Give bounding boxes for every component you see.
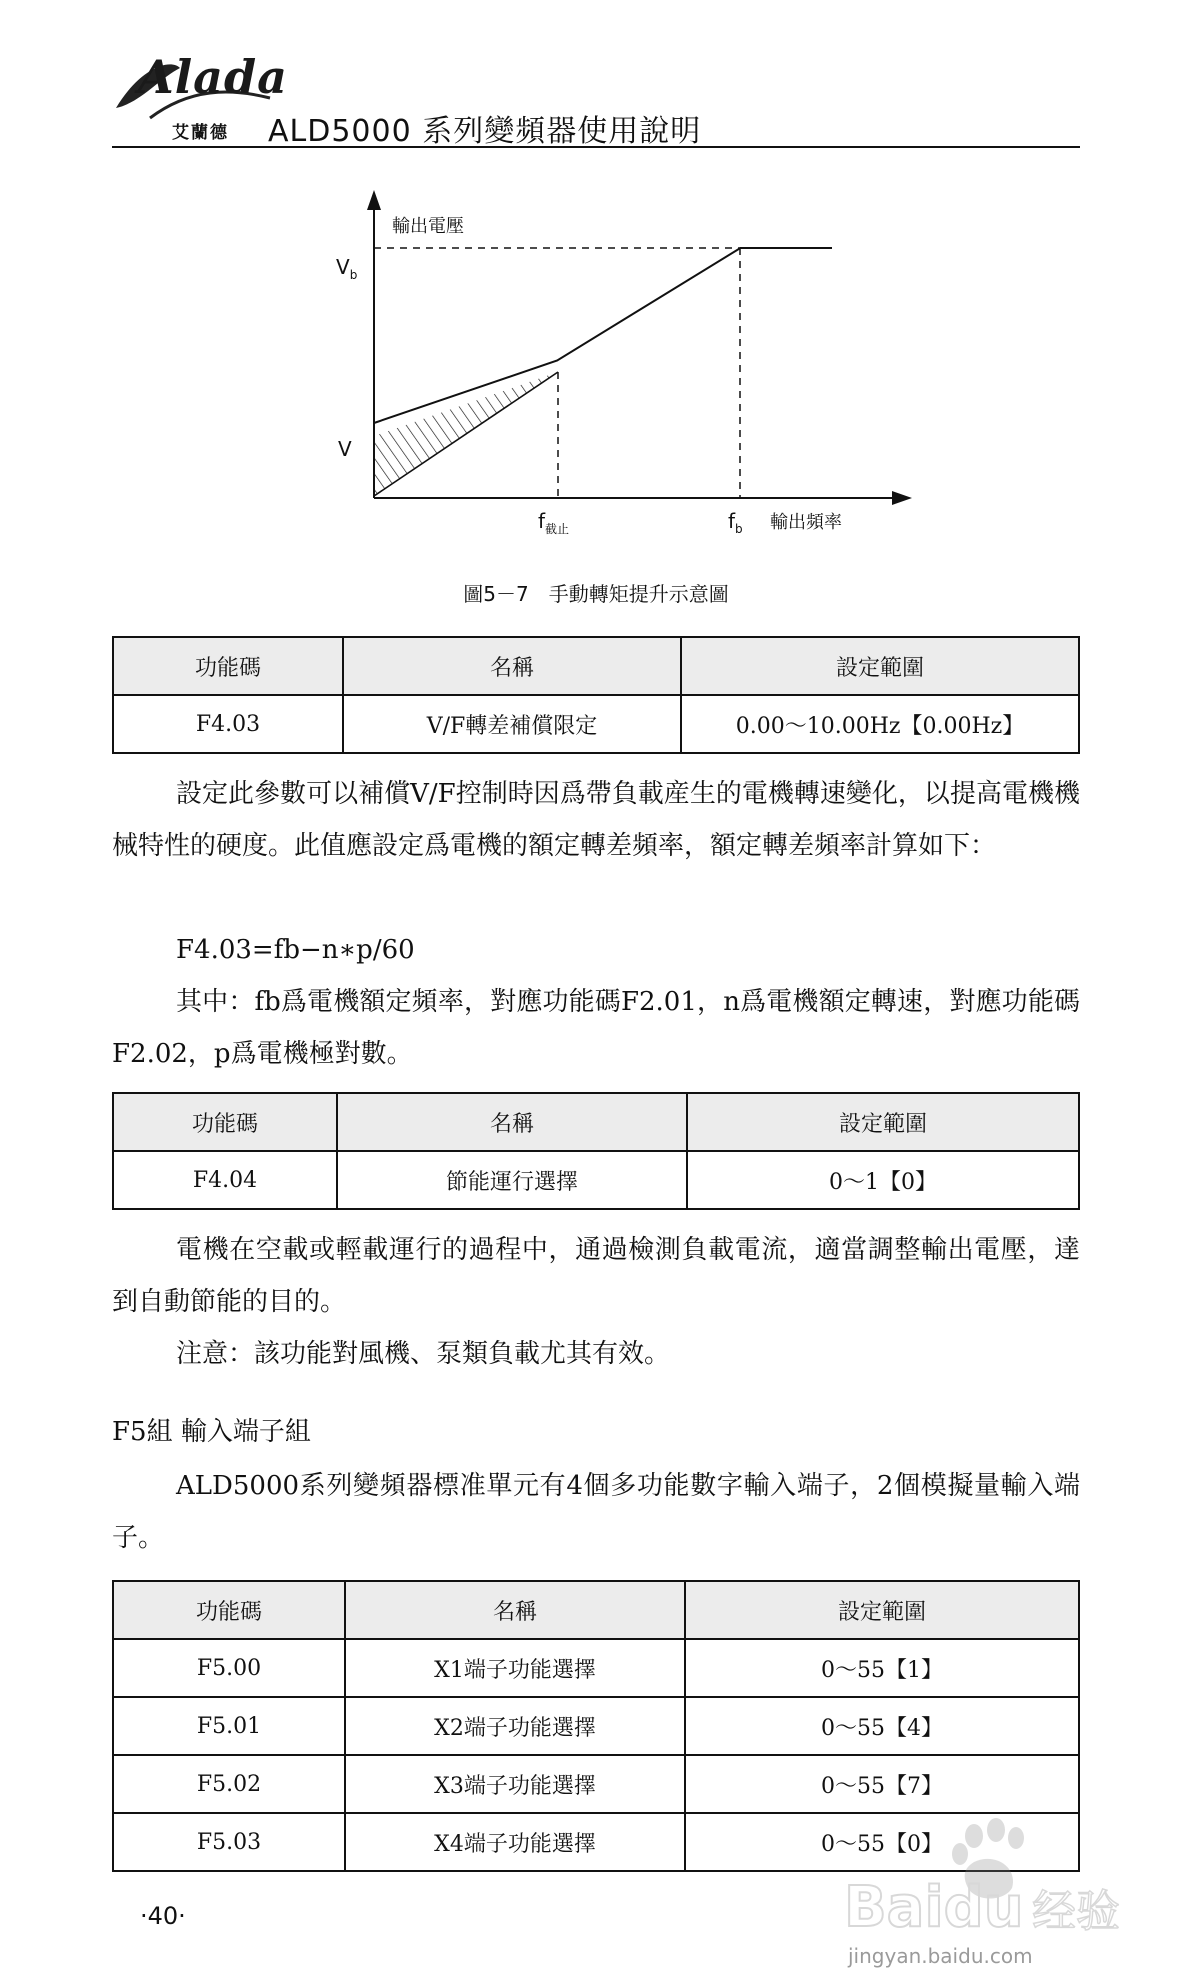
table-row — [113, 1697, 1079, 1755]
header-name: 名稱 — [345, 1581, 685, 1639]
table-header-row — [113, 1581, 1079, 1639]
watermark-cn: 经验 — [1032, 1886, 1120, 1937]
formula-f403: F4.03=fb−n∗p/60 — [176, 935, 415, 965]
header-name: 名稱 — [337, 1093, 687, 1151]
y-tick-vb: $V_b$ — [336, 255, 358, 282]
vf-boost-chart — [300, 180, 940, 560]
watermark-brand: Baidu — [844, 1875, 1024, 1940]
section-heading-f5: F5組 輸入端子組 — [112, 1417, 311, 1447]
vf-curve-line — [374, 248, 832, 423]
cell-range: 0～55【4】 — [685, 1697, 1079, 1755]
cell-code: F5.03 — [113, 1813, 345, 1871]
y-tick-v: V — [338, 437, 352, 461]
header-range: 設定範圍 — [681, 637, 1079, 695]
table-header-row — [113, 1093, 1079, 1151]
watermark-url: jingyan.baidu.com — [848, 1944, 1033, 1968]
x-axis-label: 輸出頻率 — [770, 512, 842, 533]
param-table-f404 — [112, 1092, 1080, 1210]
header-code: 功能碼 — [113, 1581, 345, 1639]
cell-code: F5.02 — [113, 1755, 345, 1813]
logo-text: Alada — [138, 50, 288, 104]
cell-name: 節能運行選擇 — [337, 1151, 687, 1209]
cell-range: 0～1【0】 — [687, 1151, 1079, 1209]
document-title: ALD5000 系列變頻器使用說明 — [268, 114, 702, 149]
figure-caption: 圖5－7 手動轉矩提升示意圖 — [463, 582, 729, 606]
page-number: ·40· — [140, 1902, 186, 1930]
table-row — [113, 1151, 1079, 1209]
table-header-row — [113, 637, 1079, 695]
paragraph-note: 注意：該功能對風機、泵類負載尤其有效。 — [176, 1339, 671, 1369]
cell-range: 0～55【0】 — [685, 1813, 1079, 1871]
cell-code: F5.00 — [113, 1639, 345, 1697]
paragraph-energy-saving: 電機在空載或輕載運行的過程中，通過檢測負載電流，適當調整輸出電壓，達到自動節能的目的。 — [112, 1235, 1080, 1317]
paragraph-input-terminals: ALD5000系列變頻器標准單元有4個多功能數字輸入端子，2個模擬量輸入端子。 — [112, 1471, 1080, 1553]
cell-code: F4.04 — [113, 1151, 337, 1209]
header-name: 名稱 — [343, 637, 681, 695]
param-table-f403 — [112, 636, 1080, 754]
cell-code: F5.01 — [113, 1697, 345, 1755]
table-row — [113, 695, 1079, 753]
header-code: 功能碼 — [113, 1093, 337, 1151]
cell-name: X2端子功能選擇 — [345, 1697, 685, 1755]
logo-chinese-name: 艾蘭德 — [172, 123, 229, 143]
cell-range: 0～55【7】 — [685, 1755, 1079, 1813]
table-row — [113, 1755, 1079, 1813]
x-axis-arrow — [892, 491, 912, 505]
table-row — [113, 1639, 1079, 1697]
y-axis-label: 輸出電壓 — [392, 216, 464, 237]
header-divider — [112, 146, 1080, 148]
x-tick-fcut: $f_{截止}$ — [538, 509, 570, 536]
cell-name: X3端子功能選擇 — [345, 1755, 685, 1813]
cell-range: 0～55【1】 — [685, 1639, 1079, 1697]
paragraph-f403-description: 設定此參數可以補償V/F控制時因爲帶負載産生的電機轉速變化，以提高電機機械特性的硬度。此值應設定爲電機的額定轉差頻率，額定轉差頻率計算如下： — [112, 779, 1080, 861]
cell-name: X1端子功能選擇 — [345, 1639, 685, 1697]
header-range: 設定範圍 — [687, 1093, 1079, 1151]
header-code: 功能碼 — [113, 637, 343, 695]
paragraph-formula-explanation: 其中：fb爲電機額定頻率，對應功能碼F2.01，n爲電機額定轉速，對應功能碼F2.02，p爲電機極對數。 — [112, 987, 1080, 1069]
cell-name: V/F轉差補償限定 — [343, 695, 681, 753]
cell-code: F4.03 — [113, 695, 343, 753]
y-axis-arrow — [367, 190, 381, 210]
header-range: 設定範圍 — [685, 1581, 1079, 1639]
x-tick-fb: $f_b$ — [728, 509, 743, 536]
cell-name: X4端子功能選擇 — [345, 1813, 685, 1871]
cell-range: 0.00～10.00Hz【0.00Hz】 — [681, 695, 1079, 753]
